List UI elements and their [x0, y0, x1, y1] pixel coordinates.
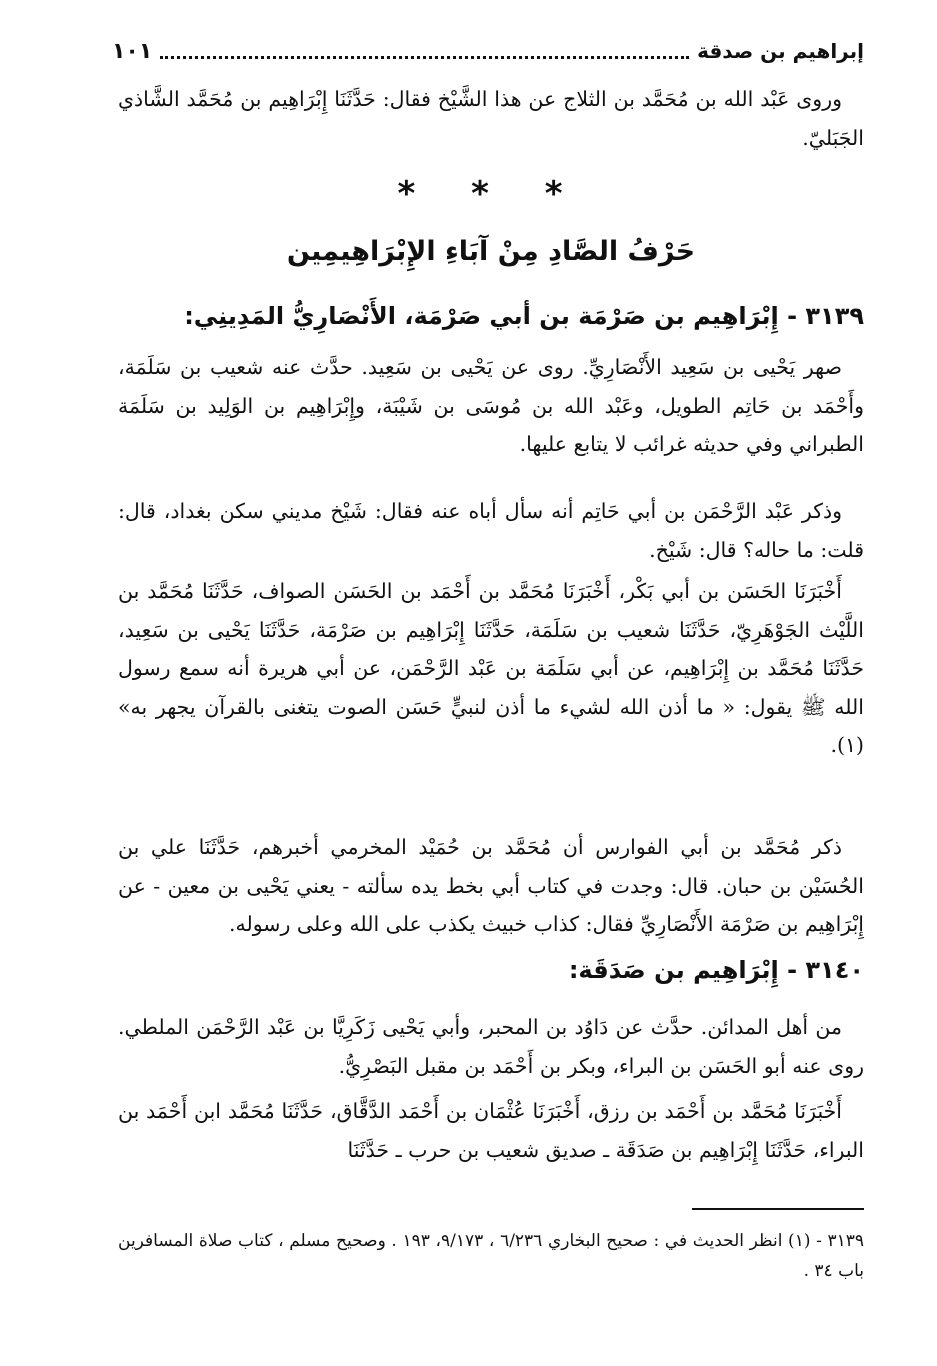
entry-title-3139: ٣١٣٩ - إِبْرَاهِيم بن صَرْمَة بن أبي صَرْمَة، الأَنْصَارِيُّ المَدِينِي: [184, 302, 864, 330]
running-title: إبراهيم بن صدقة [697, 39, 864, 63]
entry-3139-paragraph-2: وذكر عَبْد الرَّحْمَن بن أبي حَاتِم أنه سأل أباه عنه فقال: شَيْخ مديني سكن بغداد، قال: قلت: ما حاله؟ قال: شَيْخ. [118, 499, 864, 562]
entry-3139-paragraph-1: صهر يَحْيى بن سَعِيد الأَنْصَارِيِّ. روى عن يَحْيى بن سَعِيد. حدَّث عنه شعيب بن سَلَمَة، وأَحْمَد بن حَاتِم الطويل، وعَبْد الله بن مُوسَى بن شَيْبَة، وإِبْرَاهِيم بن الوَلِيد بن سَلَمَة الطبراني وفي حديثه غرائب لا يتابع عليها. [118, 355, 864, 456]
footnote: ٣١٣٩ - (١) انظر الحديث في : صحيح البخاري ٦/٢٣٦ ، ٩/١٧٣، ١٩٣ . وصحيح مسلم ، كتاب صلاة المسافرين باب ٣٤ . [118, 1231, 865, 1281]
entry-3140-paragraph-2: أَخْبَرَنَا مُحَمَّد بن أَحْمَد بن رزق، أَخْبَرَنَا عُثْمَان بن أَحْمَد الدَّقَّاق، حَدَّثَنَا مُحَمَّد ابن أَحْمَد بن البراء، حَدَّثَنَا إِبْرَاهِيم بن صَدَقَة ـ صديق شعيب بن حرب ـ حَدَّثَنَا [118, 1099, 864, 1162]
entry-title-3140: ٣١٤٠ - إِبْرَاهِيم بن صَدَقَة: [568, 956, 864, 984]
entry-3139-paragraph-4: ذكر مُحَمَّد بن أبي الفوارس أن مُحَمَّد بن حُمَيْد المخرمي أخبرهم، حَدَّثَنَا علي بن الحُسَيْن بن حبان. قال: وجدت في كتاب أبي بخط يده سألته - يعني يَحْيى بن معين - عن إِبْرَاهِيم بن صَرْمَة الأَنْصَارِيِّ فقال: كذاب خبيث يكذب على الله وعلى رسوله. [118, 835, 864, 936]
footnote-divider [692, 1208, 864, 1210]
entry-3140-paragraph-1: من أهل المدائن. حدَّث عن دَاوُد بن المحبر، وأبي يَحْيى زَكَرِيَّا بن عَبْد الرَّحْمَن الملطي. روى عنه أبو الحَسَن بن البراء، وبكر بن أَحْمَد بن مقبل البَصْرِيُّ. [118, 1015, 864, 1078]
entry-3139-paragraph-3: أَخْبَرَنَا الحَسَن بن أبي بَكْر، أَخْبَرَنَا مُحَمَّد بن أَحْمَد بن الحَسَن الصواف، حَدَّثَنَا مُحَمَّد بن اللَّيْث الجَوْهَرِيّ، حَدَّثَنَا شعيب بن سَلَمَة، حَدَّثَنَا إِبْرَاهِيم بن صَرْمَة، حَدَّثَنَا يَحْيى بن سَعِيد، حَدَّثَنَا مُحَمَّد بن إِبْرَاهِيم، عن أبي سَلَمَة بن عَبْد الرَّحْمَن، عن أبي هريرة أنه سمع رسول الله ﷺ يقول: « ما أذن الله لشيء ما أذن لنبيٍّ حَسَن الصوت يتغنى بالقرآن يجهر به» (١). [118, 579, 864, 757]
section-heading: حَرْفُ الصَّادِ مِنْ آبَاءِ الإِبْرَاهِيمِين [286, 236, 696, 267]
page-number: ١٠١ [112, 38, 153, 64]
header-dotted-leader [160, 44, 689, 59]
section-separator: * * * [397, 174, 585, 214]
running-header [112, 34, 864, 68]
paragraph-continuation: وروى عَبْد الله بن مُحَمَّد بن الثلاج عن هذا الشَّيْخ فقال: حَدَّثَنَا إِبْرَاهِيم بن مُحَمَّد الشَّاذي الجَبَليّ. [118, 87, 864, 150]
